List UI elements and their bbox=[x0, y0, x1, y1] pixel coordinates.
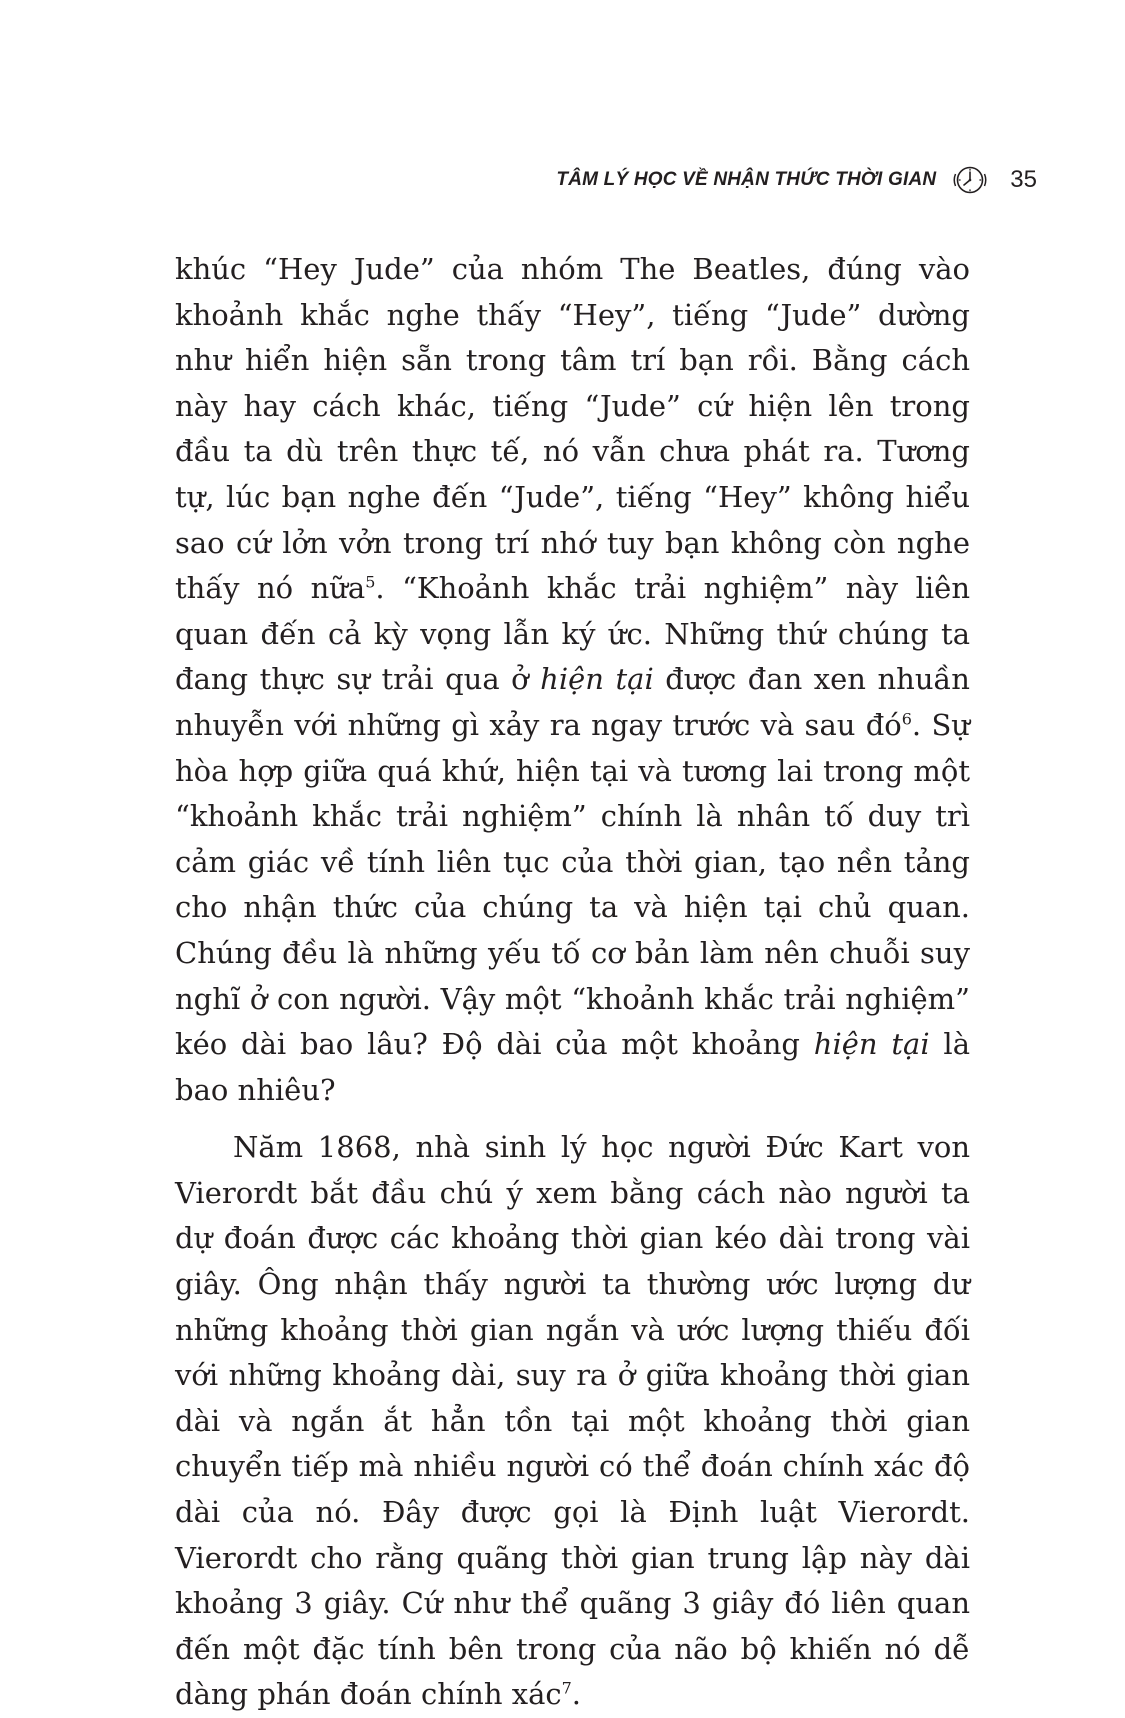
body-text bbox=[175, 247, 970, 1718]
footnote-ref: 5 bbox=[365, 572, 376, 592]
text-run: . Sự hòa hợp giữa quá khứ, hiện tại và tương lai trong một “khoảnh khắc trải nghiệm” chính là nhân tố duy trì cảm giác về tính liên tục của thời gian, tạo nền tảng cho nhận thức của chúng ta và hiện tại chủ quan. Chúng đều là những yếu tố cơ bản làm nên chuỗi suy nghĩ ở con người. Vậy một “khoảnh khắc trải nghiệm” kéo dài bao lâu? Độ dài của một khoảng bbox=[175, 707, 970, 1062]
footnote-ref: 7 bbox=[561, 1678, 572, 1698]
text-run: khúc “Hey Jude” của nhóm The Beatles, đúng vào khoảnh khắc nghe thấy “Hey”, tiếng “Jude” dường như hiển hiện sẵn trong tâm trí bạn rồi. Bằng cách này hay cách khác, tiếng “Jude” cứ hiện lên trong đầu ta dù trên thực tế, nó vẫn chưa phát ra. Tương tự, lúc bạn nghe đến “Jude”, tiếng “Hey” không hiểu sao cứ lởn vởn trong trí nhớ tuy bạn không còn nghe thấy nó nữa bbox=[175, 252, 970, 606]
emphasis-text: hiện tại bbox=[813, 1027, 930, 1062]
clock-icon bbox=[950, 160, 990, 200]
footnote-ref: 6 bbox=[901, 709, 912, 729]
emphasis-text: hiện tại bbox=[540, 662, 654, 697]
text-run: là bao nhiêu? bbox=[175, 1027, 970, 1107]
running-title: TÂM LÝ HỌC VỀ NHẬN THỨC THỜI GIAN bbox=[556, 169, 937, 190]
paragraph bbox=[175, 1125, 970, 1718]
text-run: được đan xen nhuần nhuyễn với những gì xảy ra ngay trước và sau đó bbox=[175, 662, 970, 742]
paragraph bbox=[175, 247, 970, 1113]
running-header bbox=[556, 160, 1037, 200]
text-run: . bbox=[571, 1677, 582, 1712]
text-run: Năm 1868, nhà sinh lý học người Đức Kart von Vierordt bắt đầu chú ý xem bằng cách nào người ta dự đoán được các khoảng thời gian kéo dài trong vài giây. Ông nhận thấy người ta thường ước lượng dư những khoảng thời gian ngắn và ước lượng thiếu đối với những khoảng dài, suy ra ở giữa khoảng thời gian dài và ngắn ắt hẳn tồn tại một khoảng thời gian chuyển tiếp mà nhiều người có thể đoán chính xác độ dài của nó. Đây được gọi là Định luật Vierordt. Vierordt cho rằng quãng thời gian trung lập này dài khoảng 3 giây. Cứ như thể quãng 3 giây đó liên quan đến một đặc tính bên trong của não bộ khiến nó dễ dàng phán đoán chính xác bbox=[175, 1130, 970, 1712]
text-run: . “Khoảnh khắc trải nghiệm” này liên quan đến cả kỳ vọng lẫn ký ức. Những thứ chúng ta đang thực sự trải qua ở bbox=[175, 571, 970, 697]
page-number: 35 bbox=[1010, 166, 1037, 193]
